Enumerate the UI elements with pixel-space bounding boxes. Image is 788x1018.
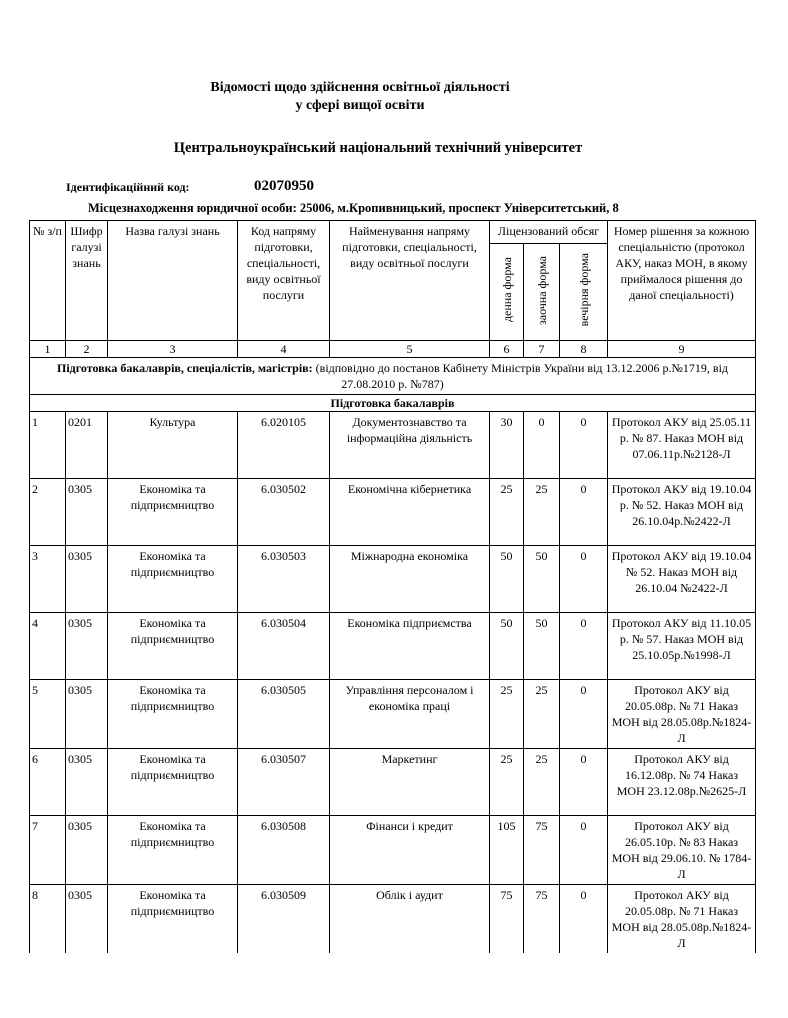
row-direction-name: Управління персоналом і економіка праці xyxy=(330,680,490,749)
row-day-form: 25 xyxy=(490,680,524,749)
table-row xyxy=(30,885,756,954)
row-direction-name: Маркетинг xyxy=(330,749,490,816)
row-direction-code: 6.030505 xyxy=(238,680,330,749)
table-row xyxy=(30,546,756,613)
row-number: 7 xyxy=(30,816,66,885)
row-field-name: Економіка та підприємництво xyxy=(108,546,238,613)
document-title-line1: Відомості щодо здійснення освітньої діяльності xyxy=(210,80,510,95)
row-number: 1 xyxy=(30,412,66,479)
row-cipher: 0201 xyxy=(66,412,108,479)
column-number: 8 xyxy=(560,341,608,358)
row-correspondence-form: 25 xyxy=(524,749,560,816)
row-cipher: 0305 xyxy=(66,479,108,546)
row-direction-name: Міжнародна економіка xyxy=(330,546,490,613)
header-direction-code: Код напряму підготовки, спеціальності, виду освітньої послуги xyxy=(238,221,330,341)
table-row xyxy=(30,479,756,546)
column-number: 2 xyxy=(66,341,108,358)
row-day-form: 30 xyxy=(490,412,524,479)
row-direction-code: 6.030507 xyxy=(238,749,330,816)
table-body xyxy=(30,412,756,954)
row-day-form: 50 xyxy=(490,613,524,680)
row-number: 3 xyxy=(30,546,66,613)
row-field-name: Економіка та підприємництво xyxy=(108,680,238,749)
header-licensed-volume: Ліцензований обсяг xyxy=(490,221,608,244)
row-field-name: Економіка та підприємництво xyxy=(108,749,238,816)
section-title-bold: Підготовка бакалаврів, спеціалістів, магістрів: xyxy=(56,361,313,375)
licensing-table xyxy=(29,220,756,953)
row-correspondence-form: 75 xyxy=(524,885,560,954)
row-day-form: 105 xyxy=(490,816,524,885)
row-number: 8 xyxy=(30,885,66,954)
row-cipher: 0305 xyxy=(66,816,108,885)
row-evening-form: 0 xyxy=(560,816,608,885)
row-direction-code: 6.030503 xyxy=(238,546,330,613)
row-number: 6 xyxy=(30,749,66,816)
row-cipher: 0305 xyxy=(66,613,108,680)
row-direction-name: Документознавство та інформаційна діяльність xyxy=(330,412,490,479)
row-field-name: Економіка та підприємництво xyxy=(108,816,238,885)
university-name: Центральноукраїнський національний технічний університет xyxy=(173,140,583,156)
row-correspondence-form: 25 xyxy=(524,680,560,749)
row-correspondence-form: 0 xyxy=(524,412,560,479)
row-evening-form: 0 xyxy=(560,885,608,954)
row-evening-form: 0 xyxy=(560,749,608,816)
row-decision: Протокол АКУ від 19.10.04 р. № 52. Наказ МОН від 26.10.04р.№2422-Л xyxy=(608,479,756,546)
row-day-form: 25 xyxy=(490,479,524,546)
row-direction-code: 6.030509 xyxy=(238,885,330,954)
row-field-name: Економіка та підприємництво xyxy=(108,479,238,546)
row-decision: Протокол АКУ від 20.05.08р. № 71 Наказ МОН від 28.05.08р.№1824-Л xyxy=(608,885,756,954)
column-number: 9 xyxy=(608,341,756,358)
row-day-form: 50 xyxy=(490,546,524,613)
row-direction-code: 6.020105 xyxy=(238,412,330,479)
row-cipher: 0305 xyxy=(66,680,108,749)
row-direction-code: 6.030508 xyxy=(238,816,330,885)
document-title-line2: у сфері вищої освіти xyxy=(295,98,425,113)
header-field-name: Назва галузі знань xyxy=(108,221,238,341)
row-field-name: Економіка та підприємництво xyxy=(108,613,238,680)
row-evening-form: 0 xyxy=(560,613,608,680)
header-correspondence-form: заочна форма xyxy=(534,255,549,325)
header-row xyxy=(30,221,756,244)
row-number: 4 xyxy=(30,613,66,680)
row-number: 5 xyxy=(30,680,66,749)
table-row xyxy=(30,749,756,816)
row-evening-form: 0 xyxy=(560,680,608,749)
column-number: 4 xyxy=(238,341,330,358)
column-number: 7 xyxy=(524,341,560,358)
ident-code: 02070950 xyxy=(254,178,314,194)
row-cipher: 0305 xyxy=(66,749,108,816)
row-evening-form: 0 xyxy=(560,412,608,479)
row-evening-form: 0 xyxy=(560,479,608,546)
table-row xyxy=(30,613,756,680)
row-decision: Протокол АКУ від 19.10.04 № 52. Наказ МОН від 26.10.04 №2422-Л xyxy=(608,546,756,613)
row-decision: Протокол АКУ від 26.05.10р. № 83 Наказ МОН від 29.06.10. № 1784-Л xyxy=(608,816,756,885)
row-decision: Протокол АКУ від 25.05.11 р. № 87. Наказ МОН від 07.06.11р.№2128-Л xyxy=(608,412,756,479)
column-numbers-row xyxy=(30,341,756,358)
row-field-name: Економіка та підприємництво xyxy=(108,885,238,954)
row-day-form: 75 xyxy=(490,885,524,954)
header-decision: Номер рішення за кожною спеціальністю (протокол АКУ, наказ МОН, в якому приймалося рішення до даної спеціальності) xyxy=(608,221,756,341)
row-day-form: 25 xyxy=(490,749,524,816)
row-cipher: 0305 xyxy=(66,546,108,613)
header-day-form: денна форма xyxy=(499,257,514,323)
section-title xyxy=(30,358,756,395)
section-title-rest: (відповідно до постанов Кабінету Міністрів України від 13.12.2006 р.№1719, від 27.08.2010 р. №787) xyxy=(312,361,729,391)
column-number: 5 xyxy=(330,341,490,358)
row-correspondence-form: 25 xyxy=(524,479,560,546)
row-decision: Протокол АКУ від 16.12.08р. № 74 Наказ МОН 23.12.08р.№2625-Л xyxy=(608,749,756,816)
column-number: 6 xyxy=(490,341,524,358)
table-row xyxy=(30,816,756,885)
subsection-title: Підготовка бакалаврів xyxy=(30,395,756,412)
header-direction-name: Найменування напряму підготовки, спеціальності, виду освітньої послуги xyxy=(330,221,490,341)
row-direction-name: Облік і аудит xyxy=(330,885,490,954)
column-number: 3 xyxy=(108,341,238,358)
row-correspondence-form: 75 xyxy=(524,816,560,885)
table-row xyxy=(30,680,756,749)
column-number: 1 xyxy=(30,341,66,358)
row-cipher: 0305 xyxy=(66,885,108,954)
header-num: № з/п xyxy=(30,221,66,341)
row-correspondence-form: 50 xyxy=(524,613,560,680)
row-correspondence-form: 50 xyxy=(524,546,560,613)
row-number: 2 xyxy=(30,479,66,546)
table-row xyxy=(30,412,756,479)
row-decision: Протокол АКУ від 20.05.08р. № 71 Наказ МОН від 28.05.08р.№1824-Л xyxy=(608,680,756,749)
row-direction-name: Фінанси і кредит xyxy=(330,816,490,885)
row-decision: Протокол АКУ від 11.10.05 р. № 57. Наказ МОН від 25.10.05р.№1998-Л xyxy=(608,613,756,680)
header-cipher: Шифр галузі знань xyxy=(66,221,108,341)
location: Місцезнаходження юридичної особи: 25006, м.Кропивницький, проспект Університетський, 8 xyxy=(88,201,619,215)
section-row xyxy=(30,358,756,395)
subsection-row xyxy=(30,395,756,412)
header-evening-form: вечірня форма xyxy=(576,253,591,327)
row-direction-name: Економіка підприємства xyxy=(330,613,490,680)
row-direction-code: 6.030504 xyxy=(238,613,330,680)
ident-label: Ідентифікаційний код: xyxy=(66,180,190,194)
row-direction-name: Економічна кібернетика xyxy=(330,479,490,546)
row-evening-form: 0 xyxy=(560,546,608,613)
row-direction-code: 6.030502 xyxy=(238,479,330,546)
row-field-name: Культура xyxy=(108,412,238,479)
